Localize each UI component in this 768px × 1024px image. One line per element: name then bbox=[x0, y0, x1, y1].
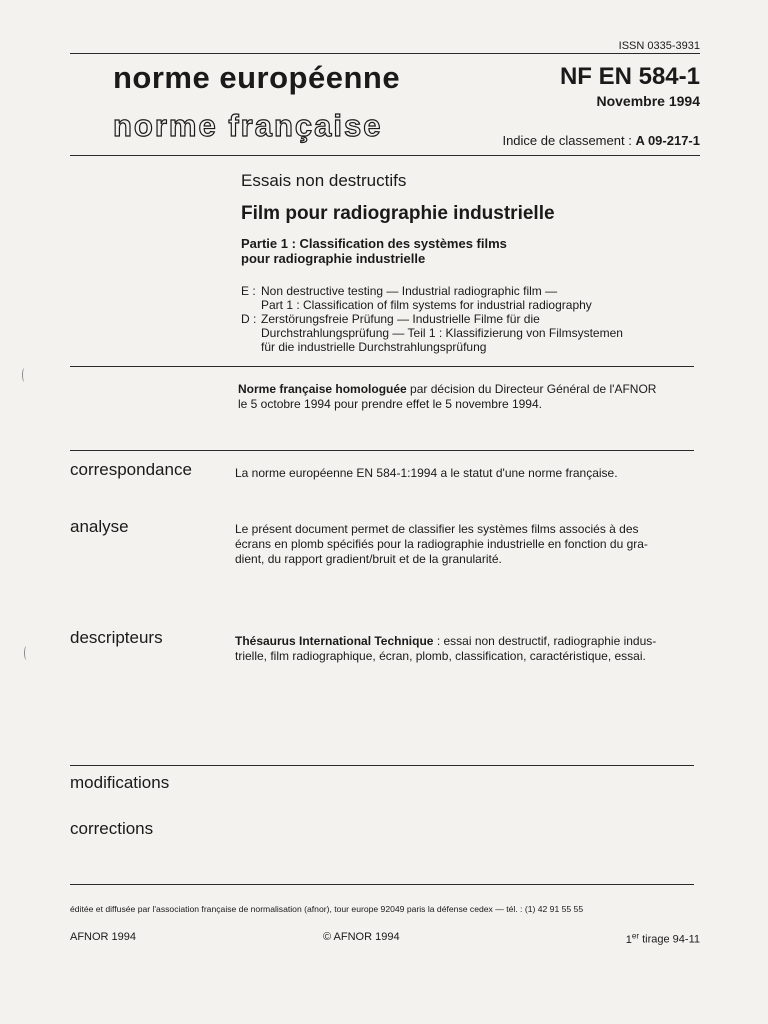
analyse-line3: dient, du rapport gradient/bruit et de la granularité. bbox=[235, 552, 502, 566]
document-subtitle: Essais non destructifs bbox=[241, 171, 407, 190]
part-title-line1: Partie 1 : Classification des systèmes films bbox=[241, 236, 507, 251]
descripteurs-bold: Thésaurus International Technique bbox=[235, 634, 434, 648]
section-label-corrections: corrections bbox=[70, 819, 154, 838]
homologation-bold: Norme française homologuée bbox=[238, 382, 407, 396]
section-rule bbox=[70, 450, 694, 451]
descripteurs-line2: trielle, film radiographique, écran, plomb, classification, caractéristique, essai. bbox=[235, 649, 646, 663]
title-rule bbox=[70, 366, 694, 367]
classification-value: A 09-217-1 bbox=[635, 133, 700, 148]
standard-reference-code: NF EN 584-1 bbox=[559, 63, 700, 90]
footer-rule bbox=[70, 884, 694, 885]
publisher-info: éditée et diffusée par l'association française de normalisation (afnor), tour europe 92049 paris la défense cedex — tél. : (1) 42 91 55 55 bbox=[70, 904, 584, 914]
footer-copyright-left: AFNOR 1994 bbox=[70, 931, 137, 943]
part-title bbox=[241, 236, 507, 266]
section-label-correspondance: correspondance bbox=[70, 460, 192, 479]
descripteurs-text bbox=[235, 634, 695, 664]
top-rule bbox=[70, 53, 700, 54]
analyse-text bbox=[235, 522, 695, 567]
footer-print-run-text: tirage 94-11 bbox=[639, 933, 700, 946]
translation-english bbox=[241, 284, 623, 298]
footer-print-run-ordinal: 1er bbox=[625, 931, 640, 946]
footer-copyright-center: © AFNOR 1994 bbox=[323, 931, 400, 943]
translation-german-line1: Zerstörungsfreie Prüfung — Industrielle Filme für die bbox=[261, 312, 540, 326]
homologation-notice bbox=[238, 382, 698, 412]
analyse-line1: Le présent document permet de classifier les systèmes films associés à des bbox=[235, 522, 639, 536]
section-label-modifications: modifications bbox=[70, 773, 170, 792]
classification-label: Indice de classement : bbox=[502, 133, 632, 148]
classification-index bbox=[440, 133, 700, 148]
lang-code-d: D : bbox=[241, 312, 257, 326]
title-norme-europeenne: norme européenne bbox=[113, 60, 401, 95]
homologation-rest: par décision du Directeur Général de l'AFNOR bbox=[406, 382, 657, 396]
homologation-line2: le 5 octobre 1994 pour prendre effet le 5 novembre 1994. bbox=[238, 397, 542, 411]
scan-mark bbox=[24, 646, 29, 660]
translations-block bbox=[241, 284, 623, 354]
standard-date: Novembre 1994 bbox=[596, 93, 700, 109]
correspondance-text: La norme européenne EN 584-1:1994 a le statut d'une norme française. bbox=[235, 466, 618, 480]
lang-code-e: E : bbox=[241, 284, 256, 298]
document-title: Film pour radiographie industrielle bbox=[241, 203, 555, 224]
footer-print-run bbox=[604, 931, 700, 946]
header-rule bbox=[70, 155, 700, 156]
scan-mark bbox=[22, 368, 27, 382]
issn-number: ISSN 0335-3931 bbox=[618, 40, 700, 52]
title-norme-francaise: norme française bbox=[113, 108, 383, 143]
modifications-rule bbox=[70, 765, 694, 766]
part-title-line2: pour radiographie industrielle bbox=[241, 251, 426, 266]
translation-german-line2: Durchstrahlungsprüfung — Teil 1 : Klassifizierung von Filmsystemen bbox=[261, 326, 623, 340]
section-label-descripteurs: descripteurs bbox=[70, 628, 163, 647]
translation-english-line1: Non destructive testing — Industrial radiographic film — bbox=[261, 284, 558, 298]
translation-german-line3: für die industrielle Durchstrahlungsprüfung bbox=[261, 340, 487, 354]
descripteurs-rest: : essai non destructif, radiographie indus- bbox=[433, 634, 657, 648]
translation-german bbox=[241, 312, 623, 326]
section-label-analyse: analyse bbox=[70, 517, 129, 536]
analyse-line2: écrans en plomb spécifiés pour la radiographie industrielle en fonction du gra- bbox=[235, 537, 648, 551]
translation-english-line2: Part 1 : Classification of film systems for industrial radiography bbox=[261, 298, 592, 312]
